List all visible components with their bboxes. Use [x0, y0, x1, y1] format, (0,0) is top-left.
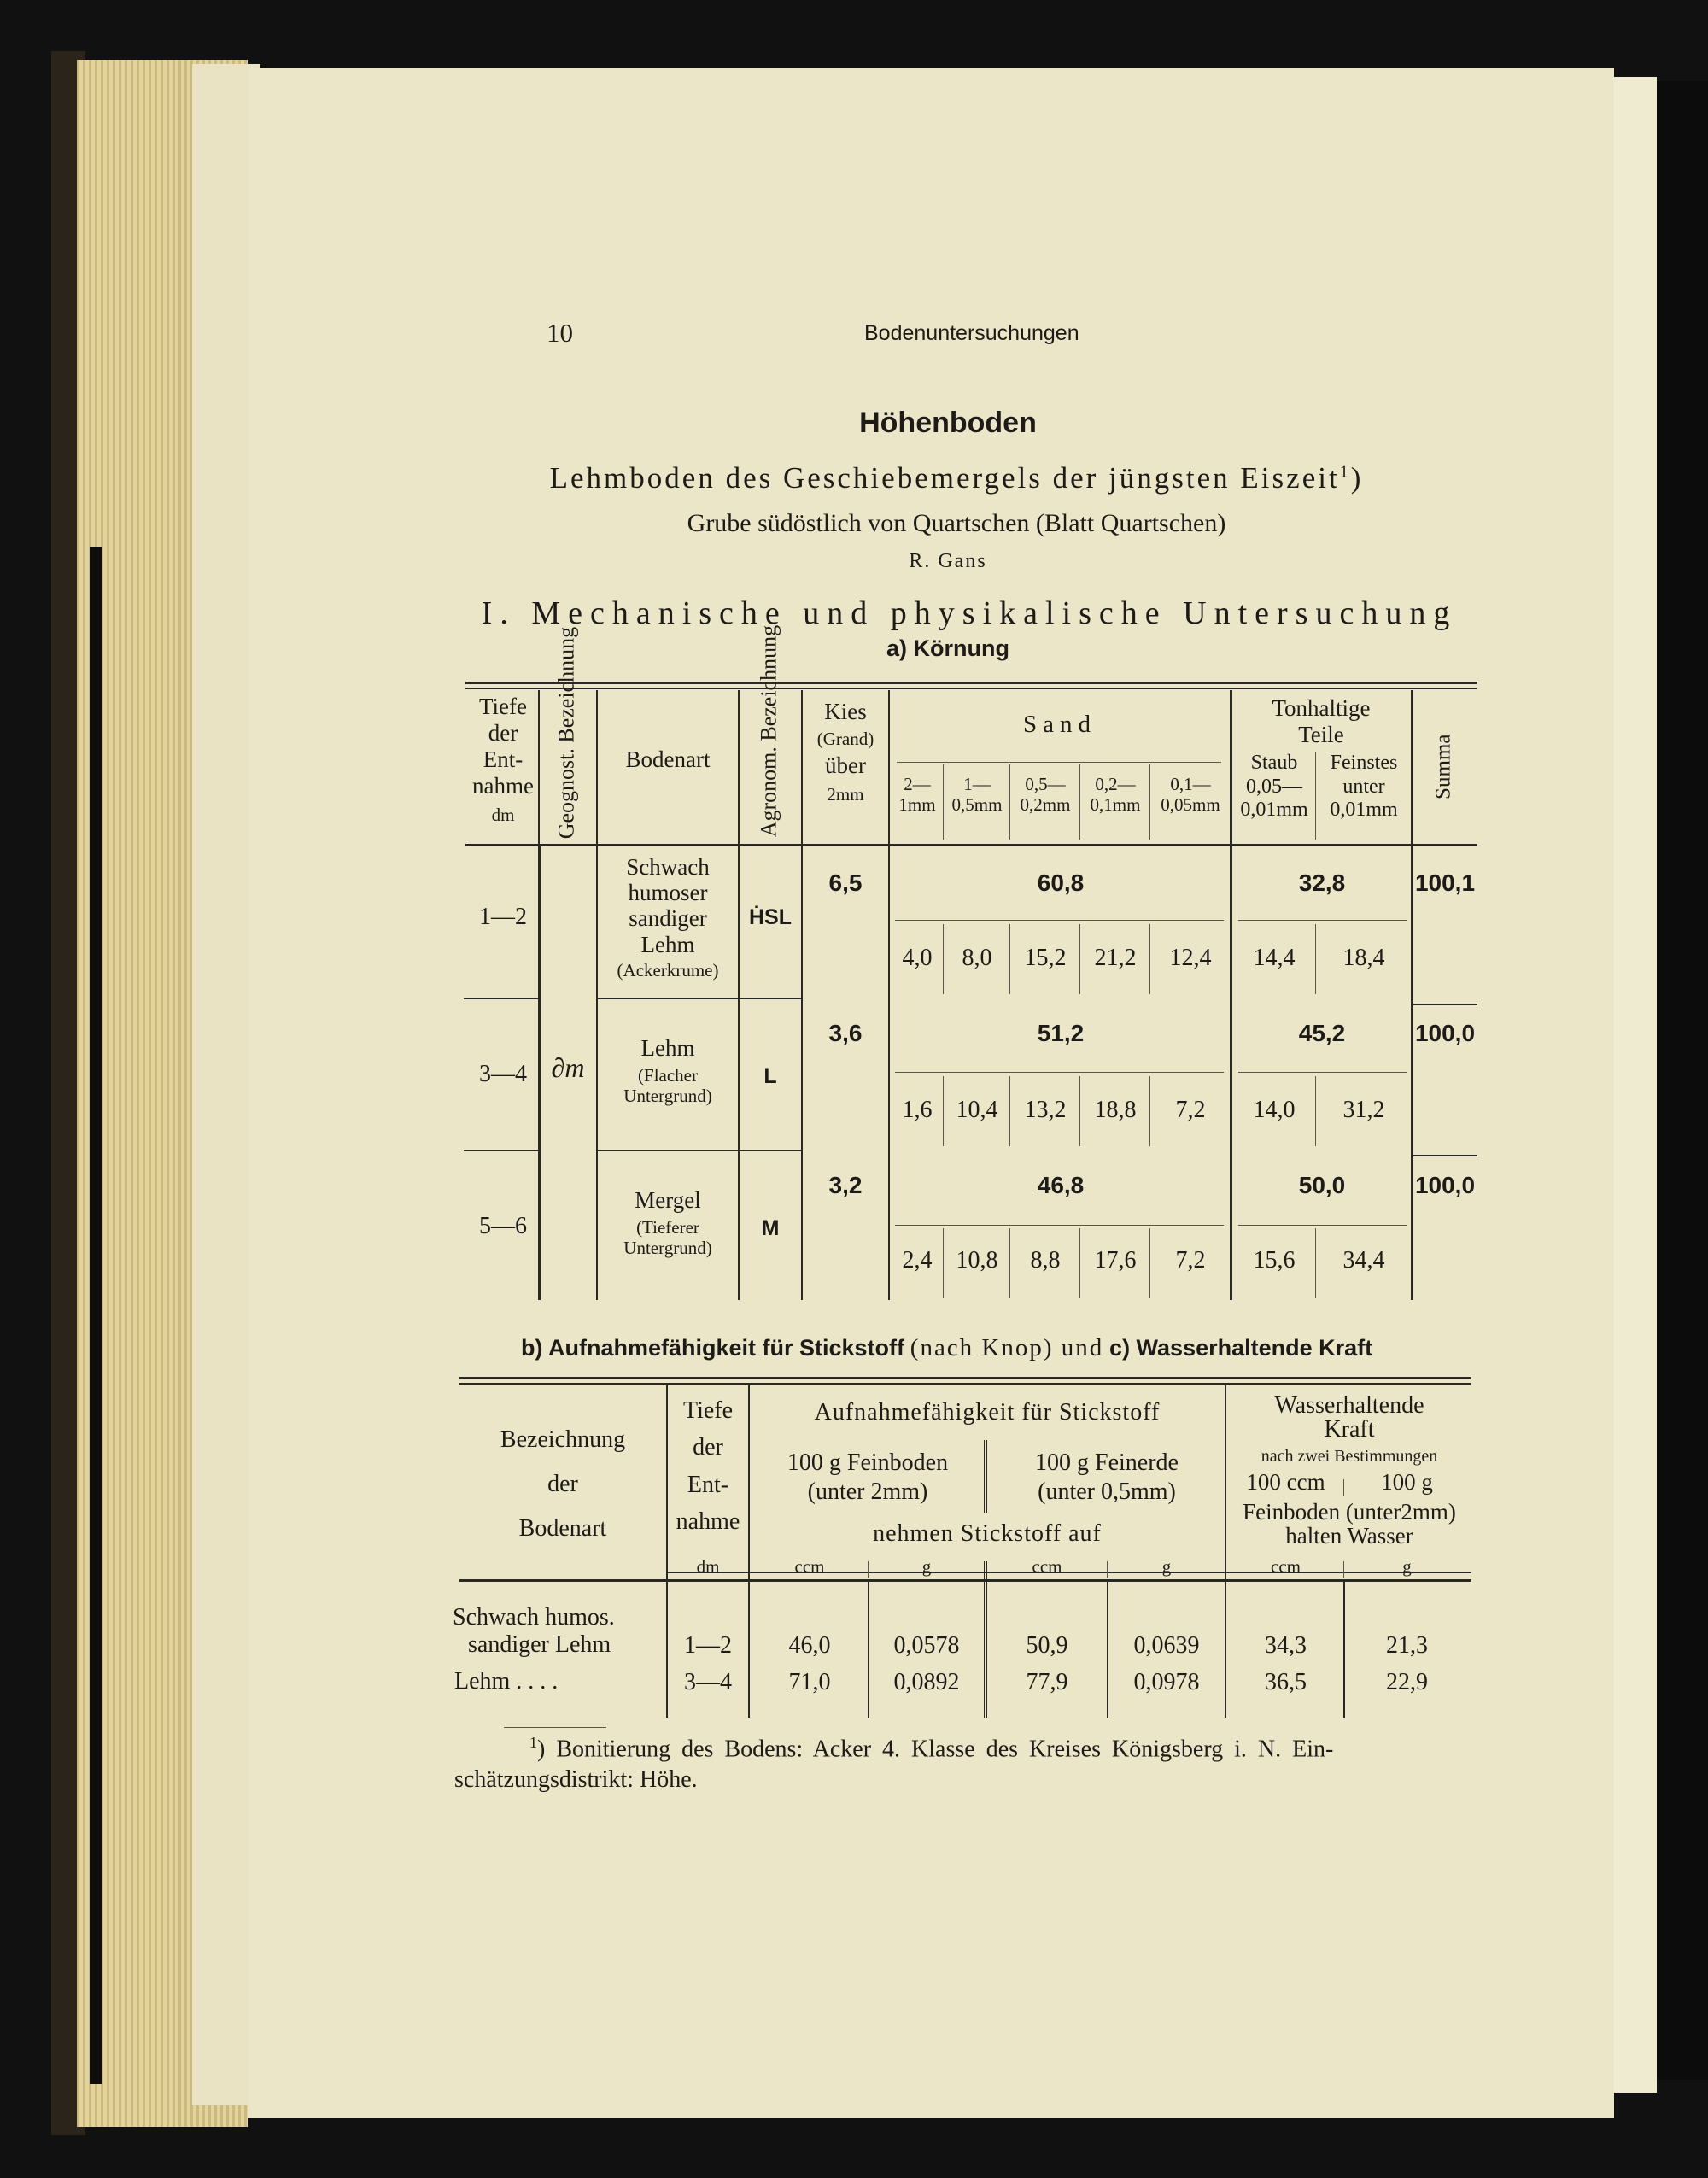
cell-ton: 18,4	[1342, 945, 1385, 971]
cell-ton: 14,0	[1253, 1097, 1296, 1123]
cell-value: 71,0	[788, 1669, 831, 1695]
footnote-ref: 1	[1339, 462, 1351, 482]
cell-sand: 10,8	[956, 1247, 998, 1273]
cell-summa: 100,0	[1414, 1172, 1476, 1198]
binding-strip	[90, 547, 102, 2084]
cell-sand: 8,0	[962, 945, 992, 971]
cell-kies: 3,2	[828, 1172, 863, 1198]
author: R. Gans	[909, 550, 987, 572]
head-tiefe: Tiefe der Ent- nahme	[676, 1397, 740, 1536]
head-aufnahme: Aufnahmefähigkeit für Stickstoff	[814, 1399, 1161, 1426]
col-divider	[1343, 1479, 1344, 1496]
cell-ton-total: 32,8	[1298, 869, 1346, 896]
rule	[1238, 920, 1407, 921]
col-divider	[1079, 1228, 1080, 1298]
cell-value: 36,5	[1265, 1669, 1307, 1695]
cell-sand: 17,6	[1094, 1247, 1137, 1273]
head-sand-sub: 0,2— 0,1mm	[1090, 774, 1141, 816]
cell-summa: 100,0	[1414, 1020, 1476, 1046]
col-divider	[1343, 1561, 1344, 1578]
cell-value: 22,9	[1386, 1669, 1428, 1695]
unit-label: ccm	[794, 1556, 825, 1577]
head-bodenart: Bodenart	[625, 746, 711, 772]
col-divider	[1079, 924, 1080, 994]
cell-sand: 2,4	[902, 1247, 933, 1273]
cell-value: 46,0	[788, 1632, 831, 1659]
col-divider	[1315, 924, 1316, 994]
section-heading: I. Mechanische und physikalische Untersuchung	[481, 595, 1458, 631]
cell-value: 0,0978	[1133, 1669, 1200, 1695]
col-divider	[1411, 690, 1413, 1300]
location: Grube südöstlich von Quartschen (Blatt Quartschen)	[687, 509, 1226, 537]
rule	[465, 844, 1477, 846]
col-divider	[1009, 1076, 1010, 1146]
cell-ton: 15,6	[1253, 1247, 1296, 1273]
subtitle: Lehmboden des Geschiebemergels der jüngsten Eiszeit$^1$)	[549, 461, 1364, 495]
cell-sand: 15,2	[1024, 945, 1067, 971]
cell-value: 34,3	[1265, 1632, 1307, 1659]
head-feinboden: 100 g Feinboden (unter 2mm)	[787, 1449, 949, 1505]
cell-summa: 100,1	[1414, 869, 1476, 896]
section-bc-heading: b) Aufnahmefähigkeit für Stickstoff (nach Knop) und c) Wasserhaltende Kraft	[521, 1334, 1373, 1361]
cell-sand-total: 60,8	[1037, 869, 1085, 896]
head-ton: Tonhaltige Teile	[1272, 695, 1371, 748]
col-divider	[1079, 764, 1080, 840]
cell-value: 0,0639	[1133, 1632, 1200, 1659]
head-sand-sub: 2— 1mm	[898, 774, 936, 816]
cell-tiefe: 5—6	[479, 1213, 527, 1239]
col-divider	[1315, 752, 1316, 840]
cell-sand: 1,6	[902, 1097, 933, 1123]
col-divider	[984, 1440, 987, 1513]
head-sand-sub: 1— 0,5mm	[951, 774, 1003, 816]
footnote-rule	[504, 1727, 606, 1728]
head-wasser-text: Feinboden (unter2mm) halten Wasser	[1243, 1499, 1456, 1549]
cell-bodenart: Schwach humoser sandiger Lehm (Ackerkrume)	[617, 854, 719, 981]
rule	[464, 998, 538, 999]
cell-ton: 31,2	[1342, 1097, 1385, 1123]
rule	[596, 998, 803, 999]
cell-tiefe: 1—2	[684, 1632, 732, 1659]
cell-value: 21,3	[1386, 1632, 1428, 1659]
col-divider	[943, 764, 944, 840]
cell-tiefe: 1—2	[479, 904, 527, 930]
col-divider	[1315, 1228, 1316, 1298]
cell-ton-total: 45,2	[1298, 1020, 1346, 1046]
head-summa: Summa	[1431, 734, 1455, 799]
col-divider	[943, 1228, 944, 1298]
head-wasser-sub: 100 g	[1381, 1469, 1433, 1495]
head-wasser-note: nach zwei Bestimmungen	[1261, 1447, 1438, 1466]
head-agronom: Agronom. Bezeichnung	[756, 624, 781, 838]
rule	[895, 920, 1224, 921]
cell-sand: 12,4	[1169, 945, 1212, 971]
head-wasser-sub: 100 ccm	[1246, 1469, 1325, 1495]
cell-bezeichnung: Schwach humos. sandiger Lehm	[453, 1604, 615, 1659]
col-divider	[1009, 924, 1010, 994]
cell-sand: 21,2	[1094, 945, 1137, 971]
section-a-heading: a) Körnung	[886, 635, 1009, 661]
cell-sand: 8,8	[1030, 1247, 1061, 1273]
col-divider	[538, 690, 540, 844]
rule	[465, 688, 1477, 689]
rule	[895, 1225, 1224, 1226]
rule	[459, 1377, 1471, 1379]
page-title: Höhenboden	[859, 407, 1037, 439]
col-divider	[943, 924, 944, 994]
head-feinerde: 100 g Feinerde (unter 0,5mm)	[1035, 1449, 1179, 1505]
cell-sand: 7,2	[1175, 1097, 1206, 1123]
col-divider	[1149, 764, 1150, 840]
col-divider	[1107, 1561, 1108, 1578]
cell-value: 0,0578	[893, 1632, 960, 1659]
page-number: 10	[547, 318, 573, 348]
col-divider	[1079, 1076, 1080, 1146]
unit-label: g	[1161, 1556, 1172, 1577]
head-sand-sub: 0,1— 0,05mm	[1161, 774, 1220, 816]
cell-agronom: L	[763, 1064, 777, 1088]
running-title: Bodenuntersuchungen	[864, 321, 1079, 345]
unit-label: g	[921, 1556, 932, 1577]
col-divider	[1149, 1228, 1150, 1298]
col-divider	[1230, 690, 1232, 1300]
head-wasser: Wasserhaltende Kraft	[1274, 1392, 1424, 1443]
head-ton-sub: Feinstes unter 0,01mm	[1330, 752, 1398, 822]
head-sand: Sand	[1023, 711, 1097, 738]
cell-agronom: M	[761, 1216, 780, 1240]
col-divider	[868, 1561, 869, 1578]
cell-ton: 14,4	[1253, 945, 1296, 971]
cell-sand: 10,4	[956, 1097, 998, 1123]
col-divider	[1225, 1385, 1226, 1718]
rule	[897, 762, 1221, 763]
col-divider	[1149, 1076, 1150, 1146]
head-sand-sub: 0,5— 0,2mm	[1020, 774, 1071, 816]
cell-sand: 7,2	[1175, 1247, 1206, 1273]
col-divider	[1009, 764, 1010, 840]
book-page	[248, 68, 1614, 2118]
geognost-value: ∂m	[551, 1052, 585, 1083]
cell-value: 50,9	[1026, 1632, 1068, 1659]
rule	[1411, 1155, 1477, 1156]
rule	[1238, 1225, 1407, 1226]
col-divider	[1315, 1076, 1316, 1146]
col-divider	[1009, 1228, 1010, 1298]
footnote-line-1: $^1$) Bonitierung des Bodens: Acker 4. Klasse des Kreises Königsberg i. N. Ein-	[529, 1734, 1334, 1763]
col-divider	[748, 1385, 750, 1718]
cell-sand-total: 51,2	[1037, 1020, 1085, 1046]
head-ton-sub: Staub 0,05— 0,01mm	[1240, 752, 1308, 822]
col-divider	[738, 690, 740, 1300]
cell-ton: 34,4	[1342, 1247, 1385, 1273]
cell-value: 0,0892	[893, 1669, 960, 1695]
rule	[1411, 1004, 1477, 1005]
rule	[459, 1383, 1471, 1385]
rule	[459, 1579, 1471, 1582]
cell-value: 77,9	[1026, 1669, 1068, 1695]
head-nehmen: nehmen Stickstoff auf	[873, 1520, 1102, 1547]
head-geognost: Geognost. Bezeichnung	[553, 626, 579, 840]
cell-kies: 6,5	[828, 869, 863, 896]
head-kies: Kies (Grand) über 2mm	[816, 699, 874, 805]
cell-kies: 3,6	[828, 1020, 863, 1046]
rule	[1238, 1072, 1407, 1073]
footnote-line-2: schätzungsdistrikt: Höhe.	[454, 1766, 698, 1793]
cell-bodenart: Mergel (Tieferer Untergrund)	[623, 1187, 712, 1258]
cell-sand: 4,0	[902, 945, 933, 971]
cell-ton-total: 50,0	[1298, 1172, 1346, 1198]
cell-bodenart: Lehm (Flacher Untergrund)	[623, 1035, 712, 1106]
rule	[465, 682, 1477, 684]
col-divider	[943, 1076, 944, 1146]
unit-label: ccm	[1032, 1556, 1062, 1577]
cell-tiefe: 3—4	[479, 1061, 527, 1087]
head-tiefe-unit: dm	[696, 1556, 720, 1577]
unit-label: ccm	[1271, 1556, 1301, 1577]
head-tiefe: Tiefe der Ent- nahme dm	[472, 694, 534, 826]
cell-tiefe: 3—4	[684, 1669, 732, 1695]
cell-sand: 18,8	[1094, 1097, 1137, 1123]
rule	[895, 1072, 1224, 1073]
cell-agronom: ḢSL	[749, 905, 792, 929]
unit-label: g	[1402, 1556, 1412, 1577]
rule	[596, 1150, 803, 1151]
head-bezeichnung: Bezeichnung der Bodenart	[500, 1426, 626, 1542]
cell-bezeichnung: Lehm . . . .	[454, 1668, 559, 1695]
cell-sand-total: 46,8	[1037, 1172, 1085, 1198]
cell-sand: 13,2	[1024, 1097, 1067, 1123]
rule	[464, 1150, 538, 1151]
col-divider	[888, 690, 890, 1300]
col-divider	[1149, 924, 1150, 994]
